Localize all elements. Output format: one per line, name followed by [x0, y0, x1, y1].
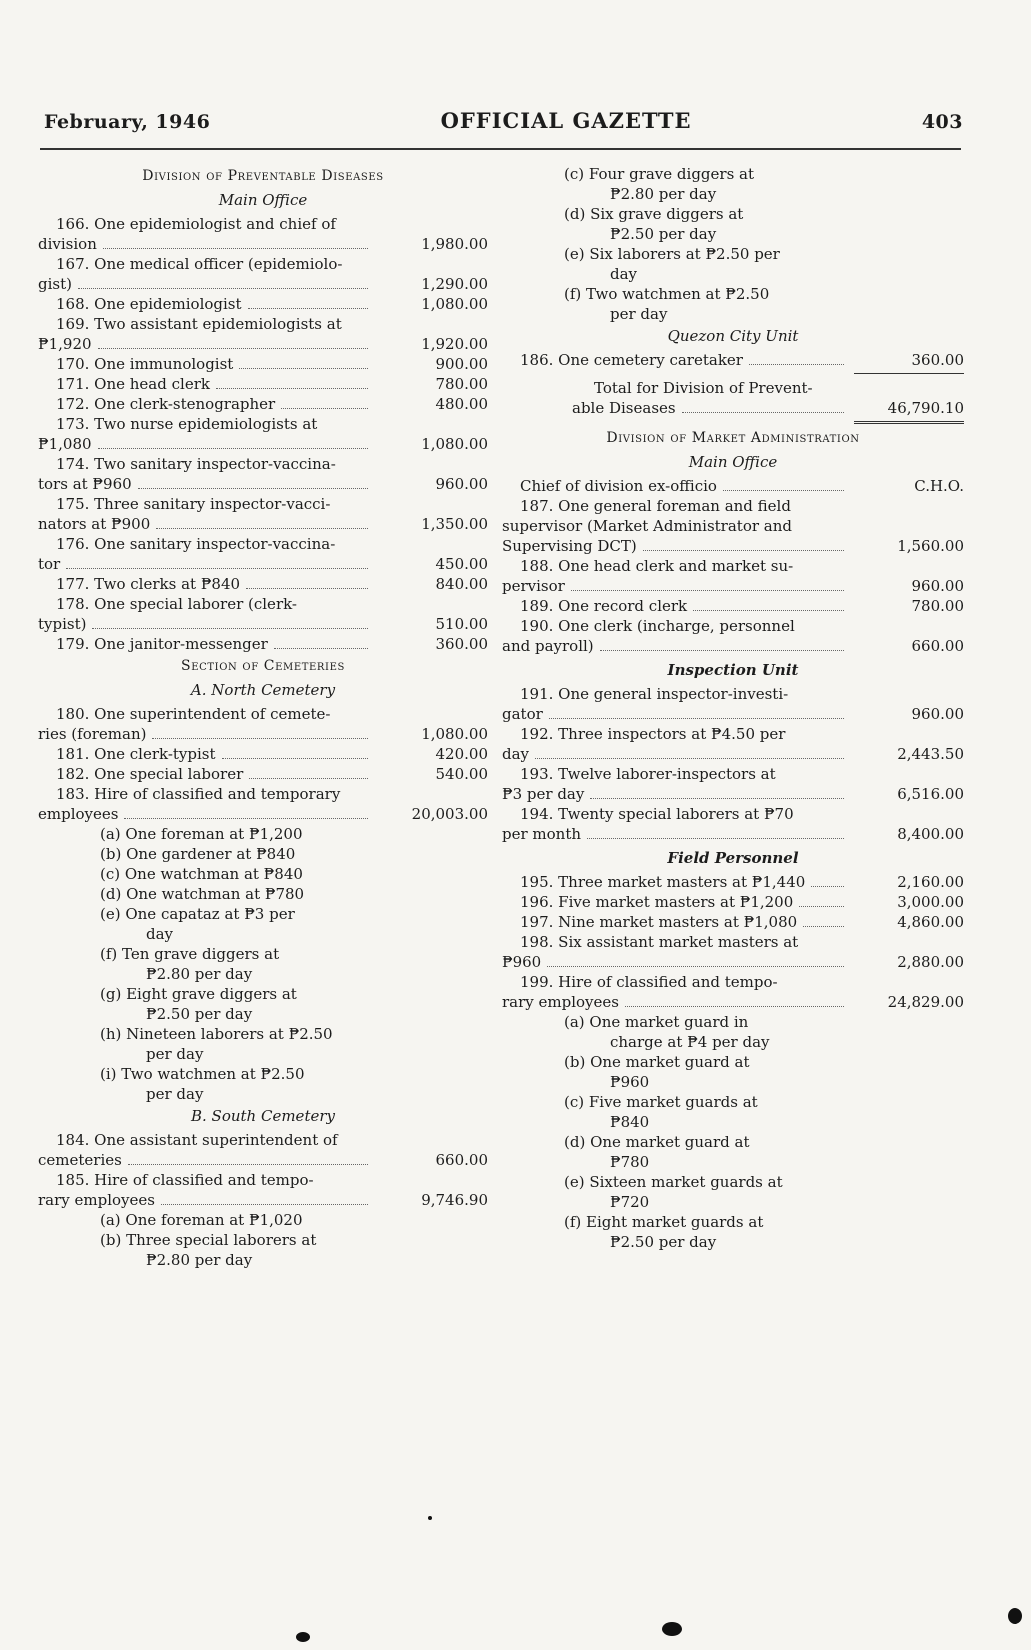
leader-dots	[128, 1164, 368, 1165]
sub-heading: Main Office	[688, 453, 778, 471]
item-text: charge at ₱4 per day	[610, 1033, 770, 1051]
item-text: 179. One janitor-messenger	[56, 635, 268, 653]
header-title: OFFICIAL GAZETTE	[440, 108, 692, 133]
item-text: ₱1,920	[38, 335, 92, 353]
item-line	[502, 476, 964, 496]
item-amount: 24,829.00	[887, 993, 964, 1011]
item-line	[502, 378, 964, 398]
item-line	[502, 684, 964, 704]
leader-dots	[571, 590, 844, 591]
item-line	[38, 314, 488, 334]
item-line	[38, 434, 488, 454]
item-text: 185. Hire of classified and tempo-	[56, 1171, 314, 1189]
item-text: 177. Two clerks at ₱840	[56, 575, 241, 593]
leader-dots	[693, 610, 844, 611]
sub-item-line	[502, 244, 964, 264]
item-text: ₱840	[610, 1113, 650, 1131]
item-line	[502, 932, 964, 952]
item-amount: 960.00	[911, 577, 964, 595]
item-text: per day	[146, 1085, 204, 1103]
item-text: employees	[38, 805, 119, 823]
right-column	[502, 164, 964, 1252]
leader-dots	[156, 528, 368, 529]
item-text: (f) Two watchmen at ₱2.50	[564, 285, 770, 303]
item-text: 171. One head clerk	[56, 375, 210, 393]
item-line	[502, 784, 964, 804]
sub-heading: Main Office	[218, 191, 308, 209]
item-text: pervisor	[502, 577, 565, 595]
item-text: ₱780	[610, 1153, 650, 1171]
sub-item-line	[502, 304, 964, 324]
item-text: per day	[146, 1045, 204, 1063]
item-text: (b) One gardener at ₱840	[100, 845, 296, 863]
item-line	[38, 724, 488, 744]
item-line	[502, 496, 964, 516]
leader-dots	[643, 550, 844, 551]
item-line	[502, 952, 964, 972]
item-text: ₱960	[502, 953, 542, 971]
item-line	[38, 534, 488, 554]
sub-item-line	[502, 224, 964, 244]
item-line	[38, 1170, 488, 1190]
item-amount: 1,560.00	[897, 537, 964, 555]
section-heading: Section of Cemeteries	[181, 658, 345, 674]
item-text: (e) One capataz at ₱3 per	[100, 905, 295, 923]
leader-dots	[590, 798, 844, 799]
item-line	[502, 704, 964, 724]
item-text: 199. Hire of classified and tempo-	[520, 973, 778, 991]
item-line	[38, 634, 488, 654]
item-text: 196. Five market masters at ₱1,200	[520, 893, 794, 911]
item-line	[38, 574, 488, 594]
item-text: ₱720	[610, 1193, 650, 1211]
sub-item-line	[502, 1092, 964, 1112]
sub-item-line	[38, 1210, 488, 1230]
item-line	[502, 764, 964, 784]
item-amount: 660.00	[911, 637, 964, 655]
page-header	[44, 108, 963, 138]
leader-dots	[811, 886, 844, 887]
item-text: day	[146, 925, 174, 943]
speck	[1008, 1608, 1022, 1624]
item-text: supervisor (Market Administrator and	[502, 517, 792, 535]
leader-dots	[92, 628, 368, 629]
item-text: 184. One assistant superintendent of	[56, 1131, 338, 1149]
sub-item-line	[502, 1192, 964, 1212]
item-text: 188. One head clerk and market su-	[520, 557, 794, 575]
item-text: 167. One medical officer (epidemiolo-	[56, 255, 343, 273]
speck	[296, 1632, 310, 1642]
leader-dots	[799, 906, 844, 907]
item-amount: 780.00	[911, 597, 964, 615]
item-amount: 540.00	[435, 765, 488, 783]
leader-dots	[549, 718, 844, 719]
sub-heading: Inspection Unit	[667, 661, 799, 679]
item-amount: 2,443.50	[897, 745, 964, 763]
item-text: ₱3 per day	[502, 785, 585, 803]
item-text: 168. One epidemiologist	[56, 295, 242, 313]
item-text: 175. Three sanitary inspector-vacci-	[56, 495, 331, 513]
item-amount: 480.00	[435, 395, 488, 413]
item-text: ries (foreman)	[38, 725, 147, 743]
section-heading: Division of Market Administration	[606, 430, 860, 446]
item-line	[38, 414, 488, 434]
item-amount: 4,860.00	[897, 913, 964, 931]
left-column	[38, 164, 488, 1270]
item-amount: 1,350.00	[421, 515, 488, 533]
leader-dots	[274, 648, 368, 649]
sub-item-line	[38, 844, 488, 864]
leader-dots	[625, 1006, 844, 1007]
item-text: ₱2.80 per day	[610, 185, 717, 203]
item-text: (d) One watchman at ₱780	[100, 885, 305, 903]
item-text: 172. One clerk-stenographer	[56, 395, 276, 413]
header-date: February, 1946	[44, 111, 211, 133]
item-text: able Diseases	[572, 399, 676, 417]
item-amount: 780.00	[435, 375, 488, 393]
leader-dots	[216, 388, 368, 389]
item-line	[38, 744, 488, 764]
sub-item-line	[502, 164, 964, 184]
sub-item-line	[38, 1250, 488, 1270]
item-line	[38, 1130, 488, 1150]
item-text: 198. Six assistant market masters at	[520, 933, 799, 951]
item-amount: C.H.O.	[914, 477, 964, 495]
item-line	[38, 334, 488, 354]
total-rule	[502, 370, 964, 378]
item-line	[502, 912, 964, 932]
item-text: (c) Four grave diggers at	[564, 165, 755, 183]
item-line	[502, 536, 964, 556]
item-line	[38, 354, 488, 374]
leader-dots	[547, 966, 844, 967]
item-text: Supervising DCT)	[502, 537, 637, 555]
sub-item-line	[38, 904, 488, 924]
leader-dots	[222, 758, 368, 759]
section-heading: Division of Preventable Diseases	[142, 168, 384, 184]
item-text: 170. One immunologist	[56, 355, 234, 373]
item-text: day	[610, 265, 638, 283]
item-text: 180. One superintendent of cemete-	[56, 705, 331, 723]
item-line	[502, 972, 964, 992]
item-line	[38, 514, 488, 534]
item-text: 193. Twelve laborer-inspectors at	[520, 765, 776, 783]
item-text: nators at ₱900	[38, 515, 151, 533]
leader-dots	[281, 408, 368, 409]
item-amount: 1,080.00	[421, 725, 488, 743]
total-double-rule	[502, 418, 964, 426]
item-amount: 960.00	[435, 475, 488, 493]
item-text: 186. One cemetery caretaker	[520, 351, 743, 369]
item-line	[38, 494, 488, 514]
item-amount: 510.00	[435, 615, 488, 633]
item-amount: 2,160.00	[897, 873, 964, 891]
item-line	[38, 594, 488, 614]
item-text: typist)	[38, 615, 87, 633]
item-text: (f) Eight market guards at	[564, 1213, 764, 1231]
item-line	[38, 1150, 488, 1170]
sub-item-line	[502, 1012, 964, 1032]
leader-dots	[98, 348, 368, 349]
sub-item-line	[502, 204, 964, 224]
item-text: (a) One foreman at ₱1,200	[100, 825, 303, 843]
speck	[428, 1516, 432, 1520]
item-line	[38, 454, 488, 474]
item-text: 178. One special laborer (clerk-	[56, 595, 298, 613]
item-text: tors at ₱960	[38, 475, 132, 493]
item-line	[38, 704, 488, 724]
item-amount: 3,000.00	[897, 893, 964, 911]
item-amount: 660.00	[435, 1151, 488, 1169]
leader-dots	[66, 568, 368, 569]
item-text: ₱2.50 per day	[610, 1233, 717, 1251]
item-amount: 1,290.00	[421, 275, 488, 293]
item-amount: 1,980.00	[421, 235, 488, 253]
item-amount: 2,880.00	[897, 953, 964, 971]
item-amount: 20,003.00	[411, 805, 488, 823]
item-text: per day	[610, 305, 668, 323]
item-line	[502, 516, 964, 536]
item-line	[502, 556, 964, 576]
item-text: (a) One foreman at ₱1,020	[100, 1211, 303, 1229]
sub-item-line	[502, 284, 964, 304]
sub-heading: A. North Cemetery	[190, 681, 336, 699]
item-amount: 6,516.00	[897, 785, 964, 803]
item-line	[38, 234, 488, 254]
item-amount: 900.00	[435, 355, 488, 373]
sub-heading: Field Personnel	[667, 849, 799, 867]
sub-item-line	[502, 1132, 964, 1152]
item-line	[38, 804, 488, 824]
item-line	[38, 214, 488, 234]
item-line	[38, 394, 488, 414]
item-text: (f) Ten grave diggers at	[100, 945, 280, 963]
item-text: (c) One watchman at ₱840	[100, 865, 303, 883]
item-text: (c) Five market guards at	[564, 1093, 758, 1111]
leader-dots	[103, 248, 368, 249]
item-line	[38, 554, 488, 574]
item-text: (e) Six laborers at ₱2.50 per	[564, 245, 780, 263]
item-text: 187. One general foreman and field	[520, 497, 791, 515]
item-line	[38, 374, 488, 394]
leader-dots	[248, 308, 368, 309]
item-text: 191. One general inspector-investi-	[520, 685, 789, 703]
leader-dots	[249, 778, 368, 779]
item-text: ₱1,080	[38, 435, 92, 453]
item-line	[38, 274, 488, 294]
sub-item-line	[38, 1044, 488, 1064]
item-text: ₱2.80 per day	[146, 1251, 253, 1269]
sub-item-line	[502, 1032, 964, 1052]
item-line	[38, 764, 488, 784]
item-text: 166. One epidemiologist and chief of	[56, 215, 336, 233]
item-text: rary employees	[502, 993, 619, 1011]
item-text: Total for Division of Prevent-	[594, 379, 813, 397]
leader-dots	[723, 490, 844, 491]
sub-item-line	[38, 864, 488, 884]
item-text: (h) Nineteen laborers at ₱2.50	[100, 1025, 333, 1043]
item-text: 197. Nine market masters at ₱1,080	[520, 913, 798, 931]
leader-dots	[682, 412, 844, 413]
item-text: 189. One record clerk	[520, 597, 688, 615]
leader-dots	[152, 738, 368, 739]
sub-item-line	[38, 1024, 488, 1044]
item-line	[502, 636, 964, 656]
item-text: rary employees	[38, 1191, 155, 1209]
page-number: 403	[921, 111, 963, 133]
sub-item-line	[38, 824, 488, 844]
sub-heading: Quezon City Unit	[667, 327, 799, 345]
item-text: (b) Three special laborers at	[100, 1231, 317, 1249]
item-text: (d) Six grave diggers at	[564, 205, 744, 223]
sub-item-line	[502, 1072, 964, 1092]
item-line	[38, 294, 488, 314]
item-amount: 960.00	[911, 705, 964, 723]
item-line	[502, 992, 964, 1012]
item-amount: 360.00	[435, 635, 488, 653]
item-line	[502, 804, 964, 824]
item-text: 195. Three market masters at ₱1,440	[520, 873, 806, 891]
item-text: day	[502, 745, 530, 763]
sub-item-line	[38, 944, 488, 964]
item-line	[502, 576, 964, 596]
sub-item-line	[38, 1004, 488, 1024]
item-line	[38, 254, 488, 274]
item-line	[502, 744, 964, 764]
item-text: cemeteries	[38, 1151, 122, 1169]
leader-dots	[239, 368, 368, 369]
item-line	[38, 1190, 488, 1210]
item-amount: 450.00	[435, 555, 488, 573]
item-text: (a) One market guard in	[564, 1013, 749, 1031]
item-text: (d) One market guard at	[564, 1133, 750, 1151]
leader-dots	[587, 838, 844, 839]
item-text: ₱2.80 per day	[146, 965, 253, 983]
sub-item-line	[38, 964, 488, 984]
sub-item-line	[502, 1112, 964, 1132]
item-text: division	[38, 235, 97, 253]
item-line	[502, 724, 964, 744]
item-text: 169. Two assistant epidemiologists at	[56, 315, 342, 333]
item-text: 183. Hire of classified and temporary	[56, 785, 341, 803]
leader-dots	[161, 1204, 368, 1205]
sub-item-line	[502, 1172, 964, 1192]
item-text: (g) Eight grave diggers at	[100, 985, 297, 1003]
leader-dots	[78, 288, 368, 289]
sub-item-line	[502, 184, 964, 204]
item-line	[502, 616, 964, 636]
item-line	[502, 398, 964, 418]
item-text: ₱2.50 per day	[146, 1005, 253, 1023]
item-text: 174. Two sanitary inspector-vaccina-	[56, 455, 336, 473]
rule-line	[854, 421, 964, 424]
sub-heading: B. South Cemetery	[191, 1107, 335, 1125]
item-text: 182. One special laborer	[56, 765, 244, 783]
sub-item-line	[38, 1084, 488, 1104]
item-amount: 9,746.90	[421, 1191, 488, 1209]
item-text: (e) Sixteen market guards at	[564, 1173, 783, 1191]
item-text: 192. Three inspectors at ₱4.50 per	[520, 725, 786, 743]
item-text: 173. Two nurse epidemiologists at	[56, 415, 318, 433]
item-text: tor	[38, 555, 61, 573]
leader-dots	[535, 758, 844, 759]
item-text: 194. Twenty special laborers at ₱70	[520, 805, 794, 823]
item-text: 181. One clerk-typist	[56, 745, 216, 763]
item-amount: 1,920.00	[421, 335, 488, 353]
leader-dots	[98, 448, 368, 449]
sub-item-line	[502, 1052, 964, 1072]
item-text: ₱960	[610, 1073, 650, 1091]
item-amount: 840.00	[435, 575, 488, 593]
item-line	[502, 596, 964, 616]
header-rule	[40, 148, 961, 150]
leader-dots	[803, 926, 844, 927]
item-line	[38, 474, 488, 494]
item-amount: 420.00	[435, 745, 488, 763]
item-line	[502, 824, 964, 844]
item-line	[502, 350, 964, 370]
item-text: per month	[502, 825, 582, 843]
item-text: Chief of division ex-officio	[520, 477, 717, 495]
item-text: (b) One market guard at	[564, 1053, 750, 1071]
item-line	[502, 892, 964, 912]
item-amount: 360.00	[911, 351, 964, 369]
item-line	[38, 614, 488, 634]
item-text: gist)	[38, 275, 72, 293]
item-text: 190. One clerk (incharge, personnel	[520, 617, 795, 635]
item-text: (i) Two watchmen at ₱2.50	[100, 1065, 305, 1083]
sub-item-line	[38, 1064, 488, 1084]
leader-dots	[246, 588, 368, 589]
item-text: gator	[502, 705, 543, 723]
sub-item-line	[502, 1232, 964, 1252]
item-amount: 8,400.00	[897, 825, 964, 843]
item-text: ₱2.50 per day	[610, 225, 717, 243]
item-text: 176. One sanitary inspector-vaccina-	[56, 535, 336, 553]
item-line	[502, 872, 964, 892]
item-text: and payroll)	[502, 637, 594, 655]
item-amount: 1,080.00	[421, 435, 488, 453]
item-amount: 46,790.10	[887, 399, 964, 417]
item-line	[38, 784, 488, 804]
leader-dots	[600, 650, 844, 651]
sub-item-line	[502, 264, 964, 284]
sub-item-line	[38, 924, 488, 944]
leader-dots	[138, 488, 368, 489]
sub-item-line	[38, 1230, 488, 1250]
leader-dots	[749, 364, 844, 365]
leader-dots	[124, 818, 368, 819]
sub-item-line	[38, 984, 488, 1004]
sub-item-line	[502, 1212, 964, 1232]
item-amount: 1,080.00	[421, 295, 488, 313]
rule-line	[854, 373, 964, 374]
sub-item-line	[38, 884, 488, 904]
sub-item-line	[502, 1152, 964, 1172]
speck	[662, 1622, 682, 1636]
